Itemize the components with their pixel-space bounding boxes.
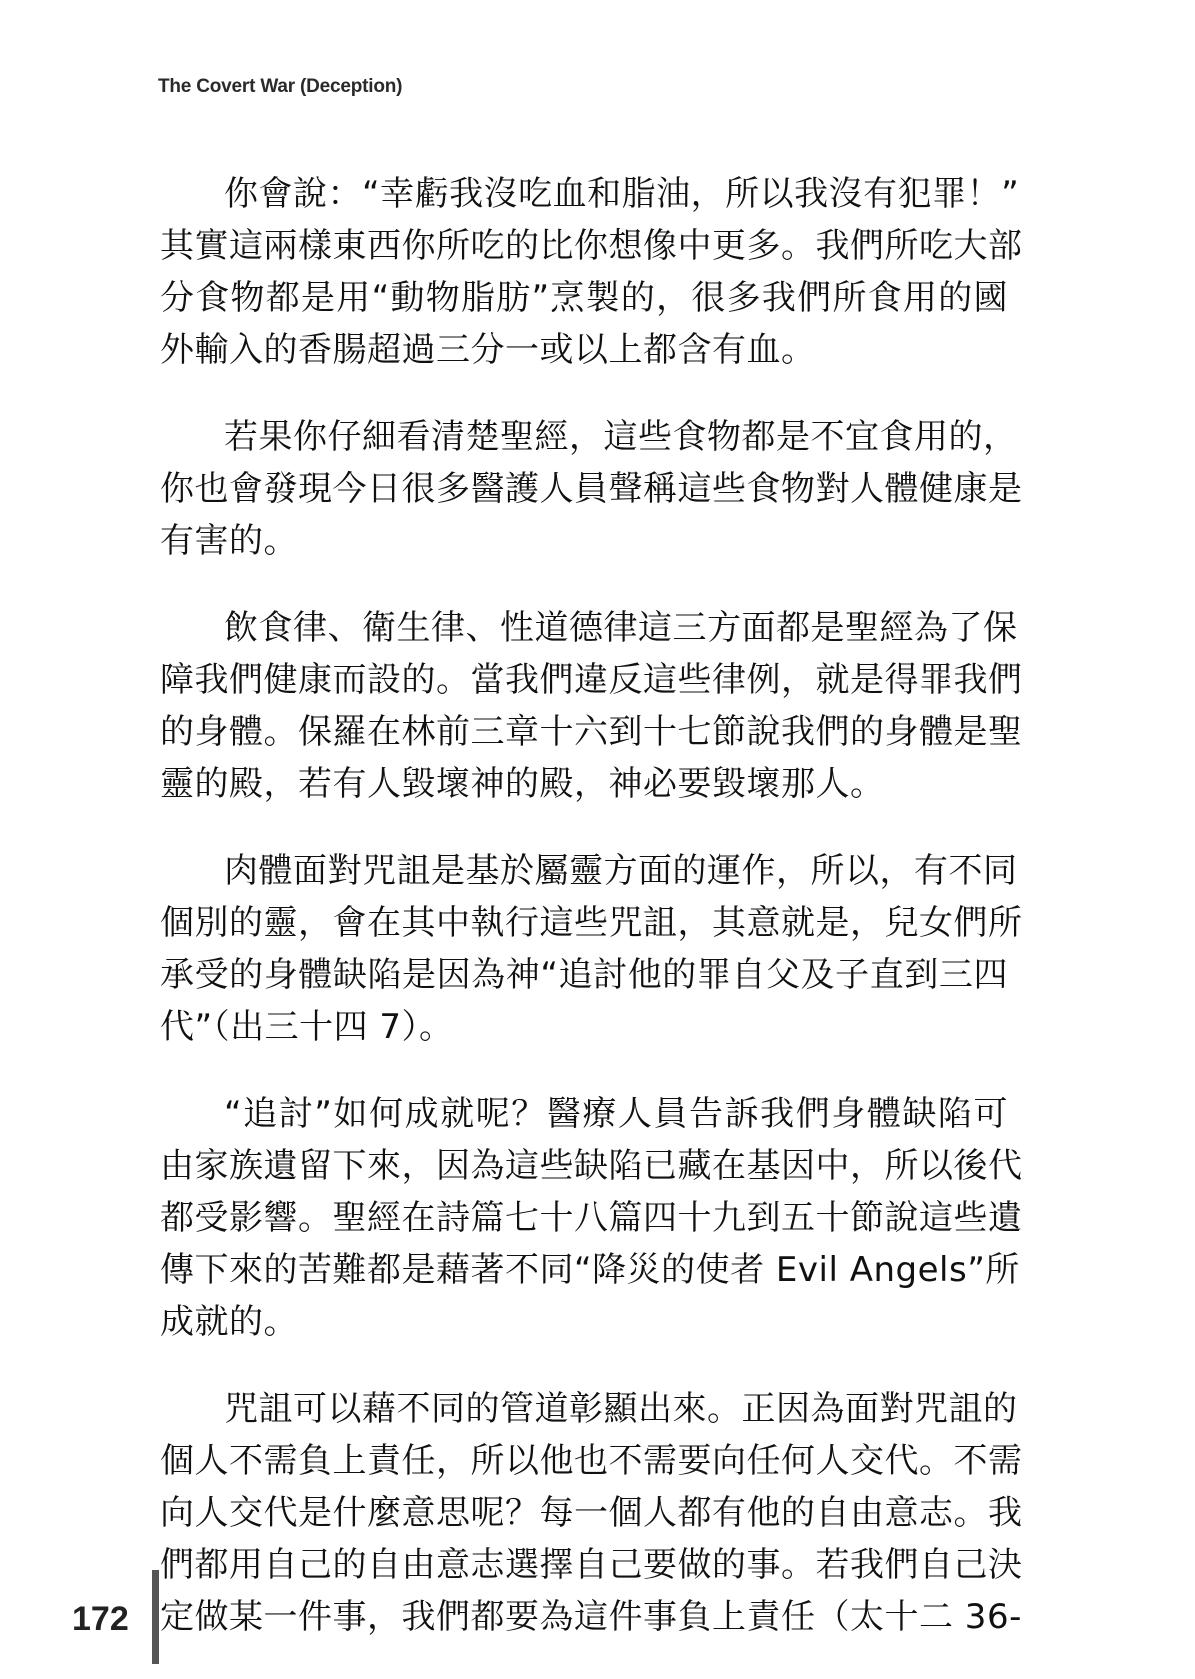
text-line: 向人交代是什麼意思呢？每一個人都有他的自由意志。我 — [160, 1493, 1023, 1533]
paragraph — [160, 602, 1023, 810]
text-line: 由家族遺留下來，因為這些缺陷已藏在基因中，所以後代 — [160, 1146, 1023, 1186]
paragraph — [160, 1088, 1023, 1348]
text-line: 飲食律、衛生律、性道德律這三方面都是聖經為了保 — [224, 608, 1018, 648]
running-header-title: The Covert War (Deception) — [158, 76, 403, 97]
text-line: 分食物都是用“動物脂肪”烹製的，很多我們所食用的國 — [160, 278, 1008, 318]
text-line: 你也會發現今日很多醫護人員聲稱這些食物對人體健康是 — [160, 469, 1023, 509]
paragraph — [160, 845, 1023, 1053]
text-line: 若果你仔細看清楚聖經，這些食物都是不宜食用的， — [224, 417, 1018, 457]
paragraph — [160, 1383, 1023, 1643]
text-line: 其實這兩樣東西你所吃的比你想像中更多。我們所吃大部 — [160, 226, 1023, 266]
text-line: “追討”如何成就呢？醫療人員告訴我們身體缺陷可 — [224, 1094, 1008, 1134]
text-line: 個別的靈，會在其中執行這些咒詛，其意就是，兒女們所 — [160, 903, 1023, 943]
text-line: 靈的殿，若有人毀壞神的殿，神必要毀壞那人。 — [160, 764, 885, 804]
text-line: 們都用自己的自由意志選擇自己要做的事。若我們自己決 — [160, 1545, 1023, 1585]
text-line: 你會說：“幸虧我沒吃血和脂油，所以我沒有犯罪！” — [224, 174, 1020, 214]
text-line: 障我們健康而設的。當我們違反這些律例，就是得罪我們 — [160, 660, 1023, 700]
text-line: 外輸入的香腸超過三分一或以上都含有血。 — [160, 330, 816, 370]
paragraph — [160, 411, 1023, 567]
page-number: 172 — [72, 1600, 129, 1638]
text-line: 肉體面對咒詛是基於屬靈方面的運作，所以，有不同 — [224, 851, 1018, 891]
text-line: 成就的。 — [160, 1302, 298, 1342]
body-text — [160, 168, 1023, 1678]
text-line: 咒詛可以藉不同的管道彰顯出來。正因為面對咒詛的 — [224, 1389, 1018, 1429]
text-line: 的身體。保羅在林前三章十六到十七節說我們的身體是聖 — [160, 712, 1023, 752]
text-line: 定做某一件事，我們都要為這件事負上責任（太十二 36- — [160, 1597, 1022, 1637]
footer-divider — [152, 1570, 159, 1664]
paragraph — [160, 168, 1023, 376]
text-line: 傳下來的苦難都是藉著不同“降災的使者 Evil Angels”所 — [160, 1250, 1020, 1290]
text-line: 承受的身體缺陷是因為神“追討他的罪自父及子直到三四 — [160, 955, 1008, 995]
text-line: 代”（出三十四 7）。 — [160, 1007, 454, 1047]
text-line: 個人不需負上責任，所以他也不需要向任何人交代。不需 — [160, 1441, 1023, 1481]
text-line: 有害的。 — [160, 521, 298, 561]
text-line: 都受影響。聖經在詩篇七十八篇四十九到五十節說這些遺 — [160, 1198, 1023, 1238]
